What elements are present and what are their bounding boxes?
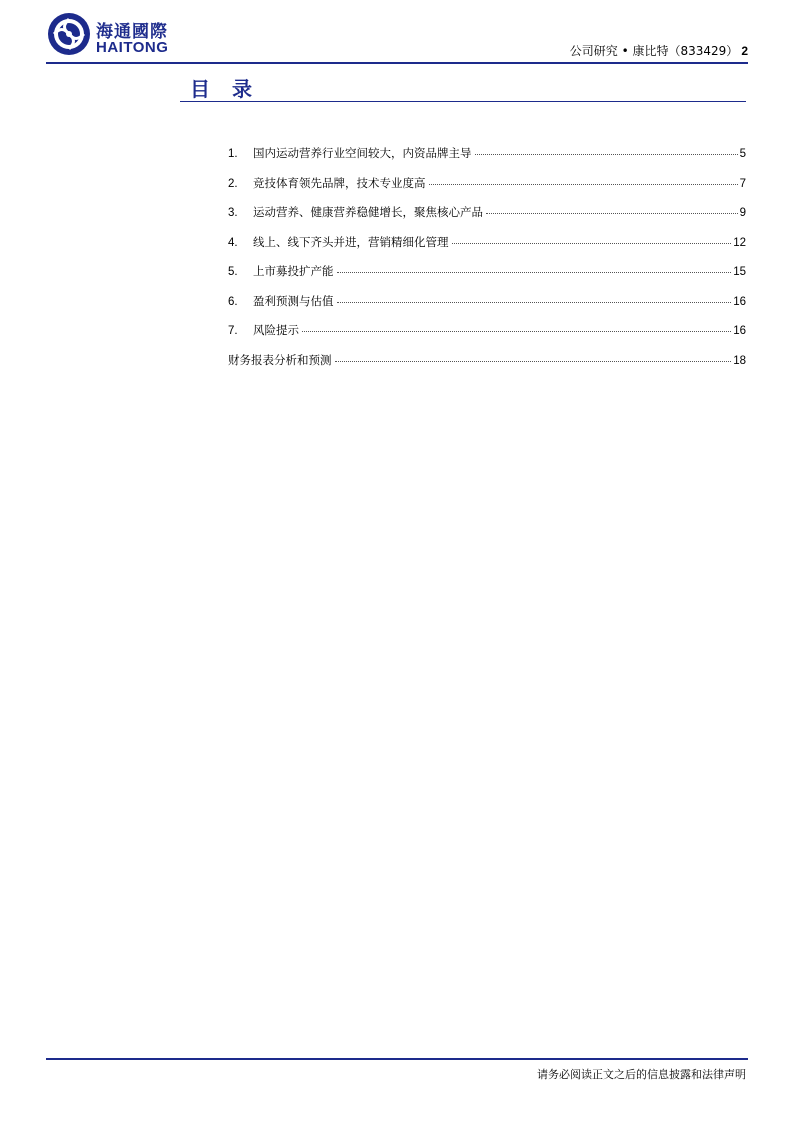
footer-divider (46, 1058, 748, 1060)
toc-entry-number: 3. (228, 207, 238, 219)
toc-leader-dots (302, 331, 731, 332)
toc-entry-page: 15 (733, 266, 746, 278)
toc-entry-page: 5 (739, 148, 746, 160)
toc-entry-number: 5. (228, 266, 238, 278)
toc-entry-page: 16 (733, 325, 746, 337)
toc-leader-dots (486, 213, 738, 214)
toc-entry[interactable] (228, 234, 746, 264)
toc-leader-dots (429, 184, 738, 185)
company-logo (46, 11, 216, 57)
toc-entry[interactable] (228, 352, 746, 382)
logo-chinese-name: 海通國際 (96, 22, 168, 42)
header-divider (46, 62, 748, 64)
toc-entry[interactable] (228, 145, 746, 175)
logo-english-name: HAITONG (96, 39, 169, 56)
toc-entry[interactable] (228, 263, 746, 293)
toc-entry-number: 2. (228, 177, 238, 190)
toc-leader-dots (475, 154, 738, 155)
toc-entry-page: 9 (739, 207, 746, 219)
toc-entry-page: 18 (733, 354, 746, 367)
toc-entry-number: 4. (228, 236, 238, 249)
toc-entry-label: 盈利预测与估值 (253, 293, 334, 308)
toc-entry-label: 竞技体育领先品牌，技术专业度高 (253, 175, 426, 190)
toc-entry-number: 1. (228, 148, 238, 160)
toc-leader-dots (452, 243, 732, 244)
toc-entry[interactable] (228, 322, 746, 352)
toc-entry-label: 国内运动营养行业空间较大，内资品牌主导 (253, 146, 472, 160)
toc-entry-page: 7 (739, 177, 746, 190)
toc-entry-page: 12 (733, 236, 746, 249)
footer-disclaimer: 请务必阅读正文之后的信息披露和法律声明 (537, 1068, 746, 1081)
toc-entry[interactable] (228, 175, 746, 205)
toc-title-divider (180, 101, 746, 102)
toc-entry-label: 财务报表分析和预测 (228, 352, 332, 367)
toc-entry[interactable] (228, 293, 746, 323)
page-number: 2 (741, 44, 748, 58)
report-header-info (570, 42, 748, 59)
toc-entry-number: 7. (228, 325, 238, 337)
toc-entry-label: 线上、线下齐头并进，营销精细化管理 (253, 234, 449, 249)
toc-entry-number: 6. (228, 295, 238, 308)
toc-title: 目录 (190, 77, 274, 101)
toc-entry[interactable] (228, 204, 746, 234)
toc-entry-page: 16 (733, 295, 746, 308)
toc-entry-label: 运动营养、健康营养稳健增长，聚焦核心产品 (253, 205, 483, 219)
table-of-contents (228, 145, 746, 381)
toc-leader-dots (337, 272, 732, 273)
haitong-logo-icon (46, 11, 92, 57)
toc-leader-dots (337, 302, 732, 303)
toc-leader-dots (335, 361, 732, 362)
toc-entry-label: 上市募投扩产能 (253, 264, 334, 278)
report-company-label: 公司研究 • 康比特（833429） (569, 44, 739, 58)
toc-entry-label: 风险提示 (253, 323, 299, 337)
